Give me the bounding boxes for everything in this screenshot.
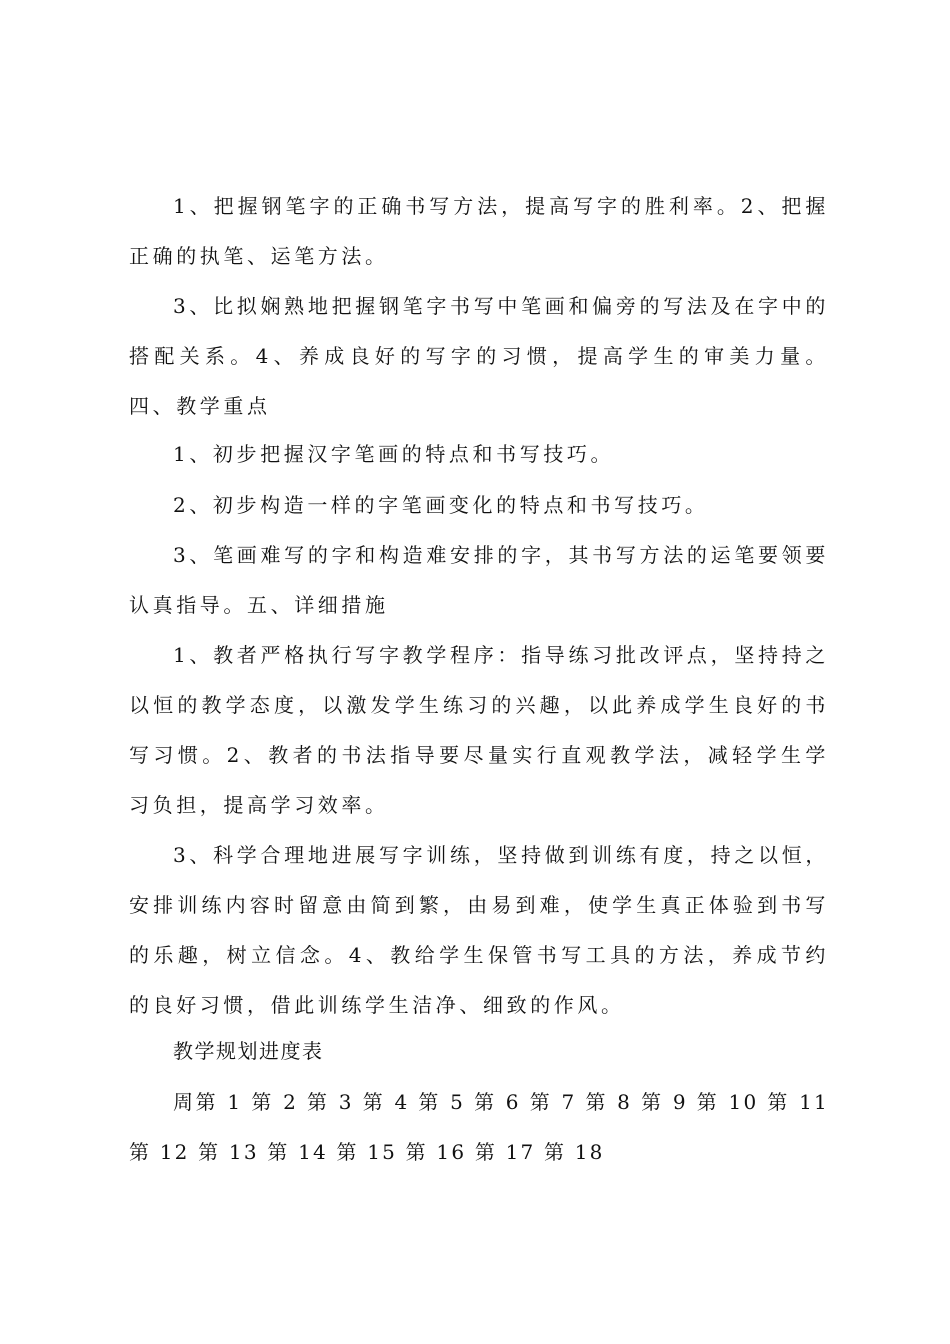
- paragraph-4: 2、初步构造一样的字笔画变化的特点和书写技巧。: [173, 493, 709, 517]
- paragraph-5: 3、笔画难写的字和构造难安排的字，其书写方法的运笔要领要认真指导。五、详细措施: [129, 543, 829, 617]
- paragraph-2: 3、比拟娴熟地把握钢笔字书写中笔画和偏旁的写法及在字中的搭配关系。4、养成良好的写字的习惯，提高学生的审美力量。四、教学重点: [129, 294, 829, 418]
- schedule-title: 教学规划进度表: [173, 1039, 324, 1063]
- schedule-week-row: 周第 1 第 2 第 3 第 4 第 5 第 6 第 7 第 8 第 9 第 10 第 11 第 12 第 13 第 14 第 15 第 16 第 17 第 18: [129, 1090, 829, 1164]
- paragraph-7: 3、科学合理地进展写字训练，坚持做到训练有度，持之以恒，安排训练内容时留意由简到繁，由易到难，使学生真正体验到书写的乐趣，树立信念。4、教给学生保管书写工具的方法，养成节约的良好习惯，借此训练学生洁净、细致的作风。: [129, 843, 829, 1017]
- paragraph-1: 1、把握钢笔字的正确书写方法，提高写字的胜利率。2、把握正确的执笔、运笔方法。: [129, 194, 829, 268]
- paragraph-6: 1、教者严格执行写字教学程序：指导练习批改评点，坚持持之以恒的教学态度，以激发学生练习的兴趣，以此养成学生良好的书写习惯。2、教者的书法指导要尽量实行直观教学法，减轻学生学习负担，提高学习效率。: [129, 643, 829, 817]
- paragraph-3: 1、初步把握汉字笔画的特点和书写技巧。: [173, 442, 615, 466]
